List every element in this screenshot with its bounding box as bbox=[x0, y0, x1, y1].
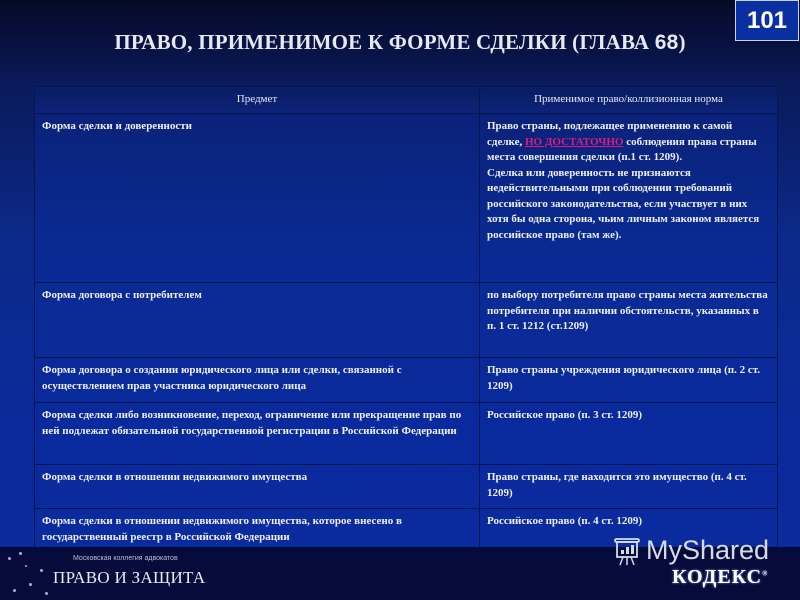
table-row bbox=[35, 114, 778, 283]
applicable-law-table bbox=[34, 86, 778, 550]
kodeks-text: КОДЕКС bbox=[672, 566, 763, 588]
law-text: соблюдения права страны места совершения сделки (п.1 ст. 1209). bbox=[487, 135, 757, 163]
header-applicable-law: Применимое право/коллизионная норма bbox=[480, 87, 778, 114]
watermark-text: MyShared bbox=[646, 535, 770, 565]
slide-number-badge: 101 bbox=[735, 0, 799, 41]
law-text: Право страны, подлежащее применению к самой сделке, bbox=[487, 120, 733, 148]
law-cell: Право страны, где находится это имущество (п. 4 ст. 1209) bbox=[480, 465, 778, 509]
myshared-watermark bbox=[612, 535, 769, 566]
law-cell: по выбору потребителя право страны места жительства потребителя при наличии обстоятельств, указанных в п. 1 ст. 1212 (ст.1209) bbox=[480, 283, 778, 358]
table-row bbox=[35, 465, 778, 509]
law-cell bbox=[480, 114, 778, 283]
subject-cell: Форма договора о создании юридического лица или сделки, связанной с осуществлением прав участника юридического лица bbox=[35, 358, 480, 403]
law-emphasis: НО ДОСТАТОЧНО bbox=[524, 135, 624, 148]
subject-cell: Форма сделки и доверенности bbox=[35, 114, 480, 283]
table-row bbox=[35, 358, 778, 403]
law-cell: Российское право (п. 4 ст. 1209) bbox=[480, 509, 778, 550]
table-header-row bbox=[35, 87, 778, 114]
org-subtitle: Московская коллегия адвокатов bbox=[73, 555, 178, 562]
law-cell: Российское право (п. 3 ст. 1209) bbox=[480, 403, 778, 465]
title-chapter-number: 68 bbox=[654, 31, 679, 54]
title-text: ПРАВО, ПРИМЕНИМОЕ К ФОРМЕ СДЕЛКИ (ГЛАВА bbox=[114, 30, 655, 54]
subject-cell: Форма договора с потребителем bbox=[35, 283, 480, 358]
subject-cell: Форма сделки в отношении недвижимого имущества bbox=[35, 465, 480, 509]
kodeks-logo bbox=[672, 566, 768, 589]
subject-cell: Форма сделки в отношении недвижимого имущества, которое внесено в государственный реестр в Российской Федерации bbox=[35, 509, 480, 550]
title-close: ) bbox=[678, 30, 686, 54]
org-name-logo: ПРАВО И ЗАЩИТА bbox=[53, 568, 206, 587]
table-row bbox=[35, 403, 778, 465]
law-text: Сделка или доверенность не признаются недействительными при соблюдении требований российского законодательства, если участвует в них хотя бы одна сторона, чьим личным законом является российское право (там же). bbox=[487, 166, 760, 241]
table-row bbox=[35, 283, 778, 358]
subject-cell: Форма сделки либо возникновение, переход, ограничение или прекращение прав по ней подлежат обязательной государственной регистрации в Российской Федерации bbox=[35, 403, 480, 465]
slide-title bbox=[0, 30, 800, 55]
header-subject: Предмет bbox=[35, 87, 480, 114]
presentation-board-icon bbox=[612, 536, 642, 566]
registered-mark: ® bbox=[762, 569, 769, 578]
law-cell: Право страны учреждения юридического лица (п. 2 ст. 1209) bbox=[480, 358, 778, 403]
